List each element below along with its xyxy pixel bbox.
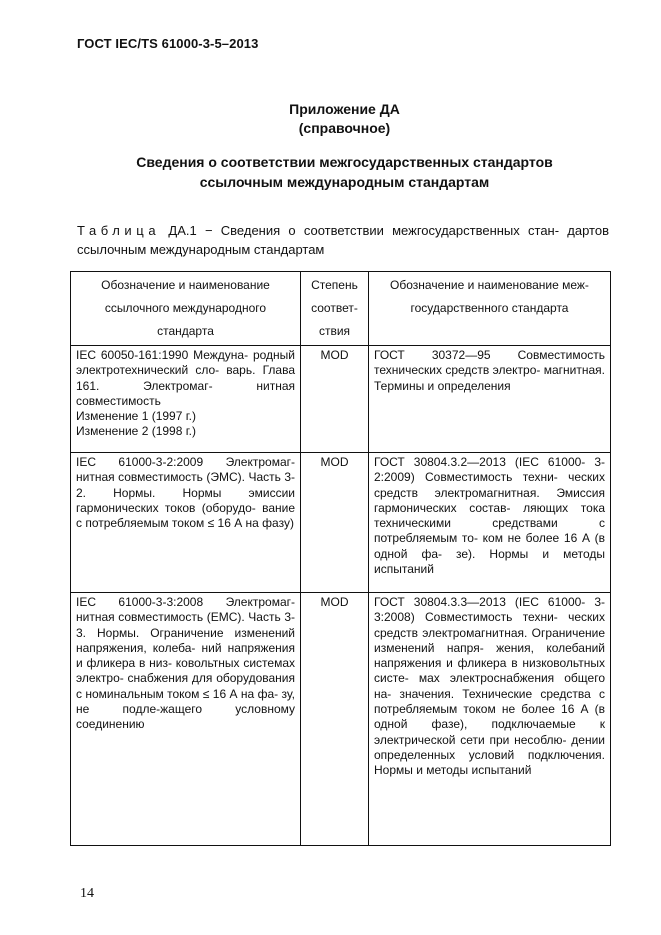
header-interstate: Обозначение и наименование меж- государственного стандарта: [369, 272, 611, 346]
appendix-subtitle: (справочное): [298, 120, 391, 136]
correspondence-table: [70, 271, 611, 846]
table-row: [71, 346, 611, 453]
cell-international-text: IEC 60050-161:1990 Междуна- родный электротехнический сло- варь. Глава 161. Электромаг- нитная совместимость: [76, 348, 295, 408]
table-header-row: [71, 272, 611, 346]
appendix-title: Приложение ДА: [289, 101, 400, 117]
cell-degree: MOD: [301, 346, 369, 453]
page-number: 14: [80, 886, 94, 901]
table-caption-label: Таблица: [77, 223, 161, 238]
cell-international: IEC 61000-3-3:2008 Электромаг- нитная совместимость (ЕМС). Часть 3-3. Нормы. Ограничение изменений напряжения, колеба- ний напряжения и фликера в низ- ковольтных системах электро- снабжения для оборудования с номинальным током ≤ 16 А на фа- зу, не подле-жащего условному соединению: [71, 593, 301, 846]
cell-interstate: ГОСТ 30804.3.3—2013 (IEC 61000- 3-3:2008) Совместимость техни- ческих средств электромагнитная. Ограничение изменений напря- жения, колебаний напряжения и фликера в низковольтных систе- мах электроснабжения общего на- значения. Технические средства с потребляемым током не более 16 А (в одной фазе), подключаемые к электрической сети при несоблю- дении определенных условий подключения. Нормы и методы испытаний: [369, 593, 611, 846]
cell-international: [71, 346, 301, 453]
cell-international: IEC 61000-3-2:2009 Электромаг- нитная совместимость (ЭМС). Часть 3-2. Нормы. Нормы эмиссии гармонических токов (оборудо- вание с потребляемым током ≤ 16 А на фазу): [71, 453, 301, 593]
running-header: ГОСТ IEC/TS 61000-3-5–2013: [77, 36, 259, 51]
appendix-heading: [14, 152, 661, 192]
table-caption: [77, 221, 609, 259]
cell-degree: MOD: [301, 593, 369, 846]
cell-amendment-1: Изменение 1 (1997 г.): [76, 409, 196, 424]
header-international: Обозначение и наименование ссылочного международного стандарта: [71, 272, 301, 346]
table-row: [71, 453, 611, 593]
table-row: [71, 593, 611, 846]
cell-degree: MOD: [301, 453, 369, 593]
cell-interstate: ГОСТ 30372—95 Совместимость технических средств электро- магнитная. Термины и определения: [369, 346, 611, 453]
appendix-heading-line2: ссылочным международным стандартам: [199, 174, 490, 190]
header-degree: Степень соответ- ствия: [301, 272, 369, 346]
table-caption-text: ДА.1 − Сведения о соответствии межгосударственных стан- дартов ссылочным международным стандартам: [77, 223, 609, 257]
cell-amendment-2: Изменение 2 (1998 г.): [76, 424, 196, 439]
cell-interstate: ГОСТ 30804.3.2—2013 (IEC 61000- 3-2:2009) Совместимость техни- ческих средств электромагнитная. Эмиссия гармонических состав- ляющих тока техническими средствами с потребляемым то- ком не более 16 А (в одной фа- зе). Нормы и методы испытаний: [369, 453, 611, 593]
appendix-heading-line1: Сведения о соответствии межгосударственных стандартов: [136, 154, 553, 170]
